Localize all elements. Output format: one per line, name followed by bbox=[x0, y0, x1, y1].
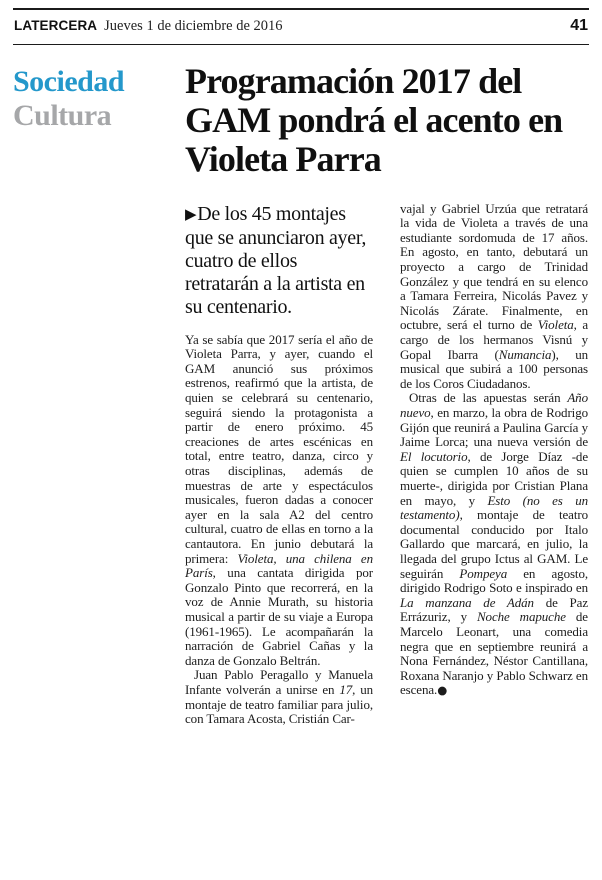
article bbox=[185, 62, 589, 727]
body-paragraph: Ya se sabía que 2017 sería el año de Violeta Parra, y ayer, cuando el GAM anunció sus próximos estrenos, reafirmó que la artista, de quien se celebrará su centenario, seguirá siendo la protagonista a partir de enero próximo. 45 creaciones de artes escénicas en total, entre teatro, danza, circo y otras disciplinas, además de muestras de arte y espectáculos musicales, fueron dadas a conocer ayer en la sala A2 del centro cultural, cuatro de ellas en torno a la cantautora. En junio debutará la primera: Violeta, una chilena en París, una cantata dirigida por Gonzalo Pinto que recorrerá, en la voz de Annie Murath, su historia musical a partir de su viaje a Europa (1961-1965). Le acompañarán la narración de Gabriel Cañas y la danza de Gonzalo Beltrán. bbox=[185, 331, 373, 668]
issue-date: Jueves 1 de diciembre de 2016 bbox=[104, 18, 283, 34]
body-paragraph: Juan Pablo Peragallo y Manuela Infante volverán a unirse en 17, un montaje de teatro familiar para julio, con Tamara Acosta, Cristián Car- bbox=[185, 667, 373, 727]
subsection-name: Cultura bbox=[13, 98, 112, 132]
article-headline: Programación 2017 del GAM pondrá el acento en Violeta Parra bbox=[185, 61, 563, 180]
header-left bbox=[14, 18, 283, 35]
body-paragraph: Otras de las apuestas serán Año nuevo, en marzo, la obra de Rodrigo Gijón que reunirá a Paulina García y Jaime Lorca; una nueva versión de El locutorio, de Jorge Díaz -de quien se cumplen 10 años de su muerte-, dirigida por Cristian Plana en mayo, y Esto (no es un testamento), montaje de teatro documental conducido por Italo Gallardo que marcará, en julio, la llegada del grupo Ictus al GAM. Le seguirán Pompeya en agosto, dirigido Rodrigo Soto e inspirado en La manzana de Adán de Paz Errázuriz, y Noche mapuche de Marcelo Leonart, una comedia negra que en septiembre reunirá a Nona Fernández, Néstor Cantillana, Roxana Naranjo y Pablo Schwarz en escena.● bbox=[400, 390, 588, 698]
body-paragraph: vajal y Gabriel Urzúa que retratará la vida de Violeta a través de una estudiante sordomuda de 17 años. En agosto, en tanto, debutará un proyecto a cargo de Trinidad González y que tendrá en su elenco a Tamara Ferreira, Nicolás Pavez y Nicolás Zárate. Finalmente, en octubre, será el turno de Violeta, a cargo de los hermanos Visnú y Gopal Ibarra (Numancia), un musical que subirá a 100 personas de los Coros Ciudadanos. bbox=[400, 200, 588, 391]
masthead: LATERCERA bbox=[14, 18, 98, 33]
deck-text: De los 45 montajes que se anunciaron ayer, cuatro de ellos retratarán a la artista en su centenario. bbox=[185, 202, 367, 318]
section-labels bbox=[13, 62, 185, 727]
text-column-2 bbox=[400, 202, 588, 727]
content-area bbox=[13, 62, 589, 727]
article-deck bbox=[185, 203, 373, 319]
article-columns bbox=[185, 202, 589, 727]
page-number: 41 bbox=[570, 17, 588, 34]
page-header bbox=[13, 8, 589, 45]
text-column-1 bbox=[185, 202, 373, 727]
section-name: Sociedad bbox=[13, 65, 125, 98]
deck-arrow-icon: ▶ bbox=[185, 204, 197, 223]
